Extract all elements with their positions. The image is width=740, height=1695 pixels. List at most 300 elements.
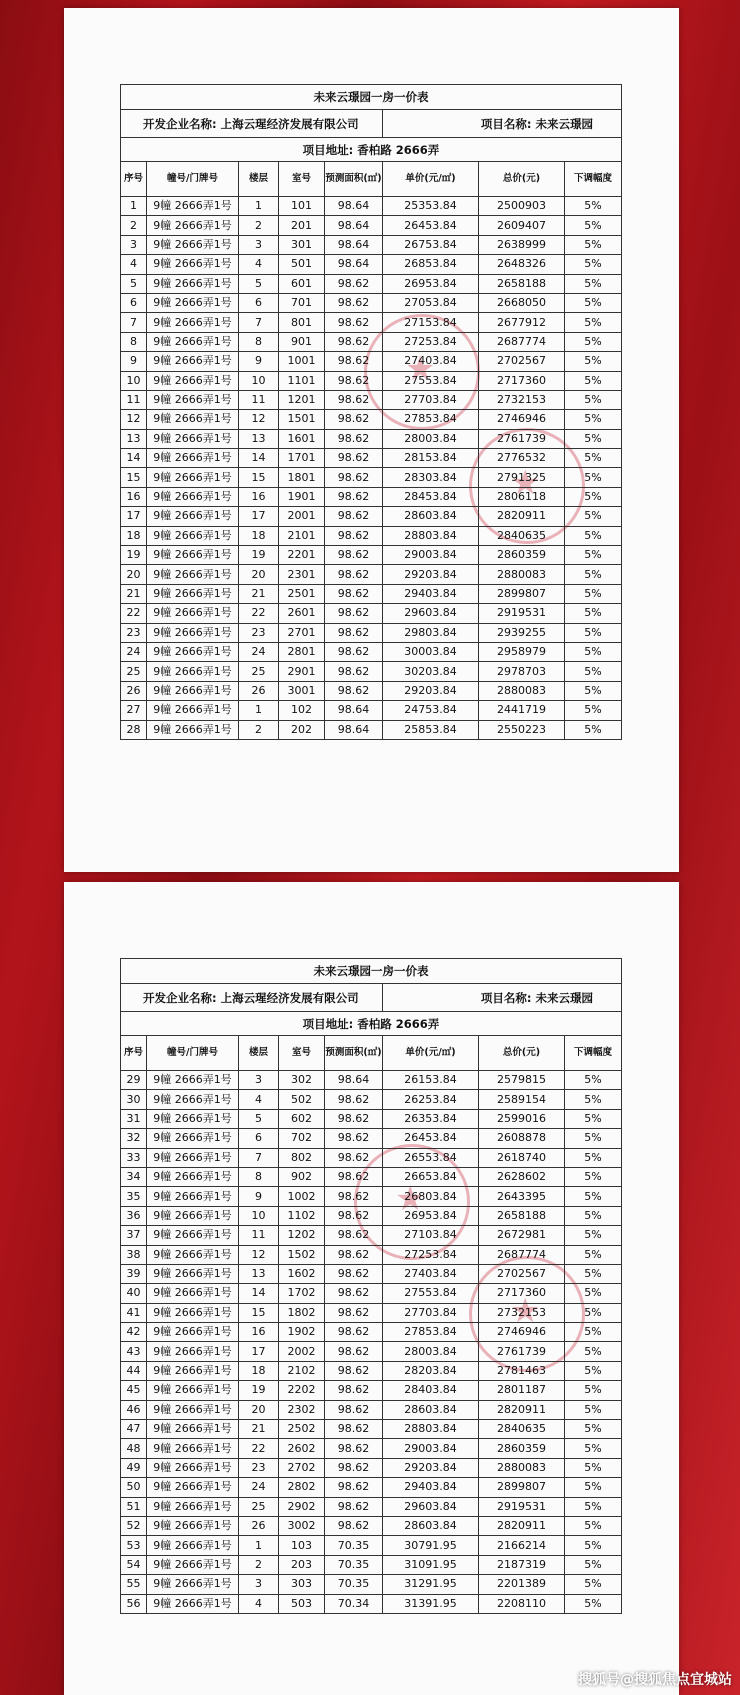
table-cell: 98.62 (325, 1516, 383, 1535)
project-value: 未来云璟园 (535, 990, 593, 1005)
table-cell: 19 (239, 546, 279, 565)
table-cell: 5% (565, 546, 622, 565)
table-cell: 5% (565, 507, 622, 526)
table-cell: 21 (121, 584, 147, 603)
table-cell: 9幢 2666弄1号 (147, 1342, 239, 1361)
table-cell: 47 (121, 1420, 147, 1439)
table-row (121, 1109, 622, 1128)
table-cell: 54 (121, 1555, 147, 1574)
table-cell: 98.62 (325, 313, 383, 332)
table-row (121, 662, 622, 681)
table-cell: 29203.84 (383, 1458, 479, 1477)
table-cell: 26 (239, 1516, 279, 1535)
table-row (121, 197, 622, 216)
table-cell: 1001 (279, 352, 325, 371)
table-cell: 2820911 (479, 1400, 565, 1419)
table-cell: 27703.84 (383, 1303, 479, 1322)
table-cell: 26253.84 (383, 1090, 479, 1109)
table-cell: 2658188 (479, 274, 565, 293)
table-cell: 40 (121, 1284, 147, 1303)
table-cell: 6 (239, 293, 279, 312)
table-cell: 44 (121, 1361, 147, 1380)
table-cell: 26 (239, 681, 279, 700)
table-cell: 70.34 (325, 1594, 383, 1613)
table-cell: 2208110 (479, 1594, 565, 1613)
table-row (121, 623, 622, 642)
table-row (121, 507, 622, 526)
table-cell: 5% (565, 1478, 622, 1497)
table-cell: 25 (239, 662, 279, 681)
table-cell: 2 (239, 216, 279, 235)
table-cell: 5% (565, 1497, 622, 1516)
table-cell: 98.62 (325, 352, 383, 371)
table-cell: 502 (279, 1090, 325, 1109)
table-cell: 98.62 (325, 1381, 383, 1400)
table-row (121, 1342, 622, 1361)
table-row (121, 313, 622, 332)
table-cell: 98.62 (325, 584, 383, 603)
table-cell: 2601 (279, 604, 325, 623)
table-cell: 53 (121, 1536, 147, 1555)
table-cell: 4 (239, 255, 279, 274)
table-cell: 9幢 2666弄1号 (147, 1478, 239, 1497)
table-cell: 9幢 2666弄1号 (147, 313, 239, 332)
table-cell: 98.62 (325, 274, 383, 293)
table-cell: 302 (279, 1071, 325, 1090)
table-cell: 42 (121, 1323, 147, 1342)
table-cell: 26153.84 (383, 1071, 479, 1090)
table-cell: 2302 (279, 1400, 325, 1419)
table-cell: 2550223 (479, 720, 565, 739)
table-cell: 2648326 (479, 255, 565, 274)
table-cell: 2166214 (479, 1536, 565, 1555)
table-cell: 98.62 (325, 449, 383, 468)
table-cell: 1901 (279, 487, 325, 506)
table-cell: 2776532 (479, 449, 565, 468)
table-cell: 2628602 (479, 1167, 565, 1186)
table-cell: 98.62 (325, 1303, 383, 1322)
table-cell: 98.62 (325, 1129, 383, 1148)
table-cell: 4 (239, 1594, 279, 1613)
price-sheet-2 (120, 958, 621, 1614)
table-cell: 9幢 2666弄1号 (147, 390, 239, 409)
table-cell: 98.64 (325, 255, 383, 274)
table-cell: 39 (121, 1264, 147, 1283)
table-cell: 5% (565, 332, 622, 351)
table-row (121, 1206, 622, 1225)
column-header: 单价(元/㎡) (383, 162, 479, 197)
table-cell: 98.62 (325, 1264, 383, 1283)
table-cell: 9幢 2666弄1号 (147, 1420, 239, 1439)
table-cell: 5% (565, 487, 622, 506)
table-cell: 98.62 (325, 1439, 383, 1458)
table-cell: 2732153 (479, 390, 565, 409)
price-table (120, 958, 622, 1614)
table-cell: 26653.84 (383, 1167, 479, 1186)
table-cell: 1702 (279, 1284, 325, 1303)
table-cell: 98.62 (325, 1167, 383, 1186)
table-header-row (121, 1036, 622, 1071)
table-cell: 2939255 (479, 623, 565, 642)
table-cell: 11 (121, 390, 147, 409)
table-cell: 98.64 (325, 235, 383, 254)
table-cell: 2702567 (479, 352, 565, 371)
table-cell: 98.62 (325, 1342, 383, 1361)
project-info (383, 110, 622, 138)
table-cell: 30791.95 (383, 1536, 479, 1555)
table-cell: 9幢 2666弄1号 (147, 662, 239, 681)
table-cell: 2202 (279, 1381, 325, 1400)
table-cell: 26803.84 (383, 1187, 479, 1206)
table-cell: 24 (239, 1478, 279, 1497)
table-cell: 203 (279, 1555, 325, 1574)
table-cell: 602 (279, 1109, 325, 1128)
table-cell: 22 (239, 604, 279, 623)
table-cell: 9幢 2666弄1号 (147, 584, 239, 603)
table-cell: 31391.95 (383, 1594, 479, 1613)
table-cell: 9幢 2666弄1号 (147, 429, 239, 448)
table-cell: 5% (565, 1555, 622, 1574)
table-cell: 17 (239, 1342, 279, 1361)
table-cell: 43 (121, 1342, 147, 1361)
table-row (121, 1245, 622, 1264)
table-cell: 5% (565, 1109, 622, 1128)
table-cell: 70.35 (325, 1536, 383, 1555)
table-cell: 27253.84 (383, 1245, 479, 1264)
project-address (121, 138, 622, 162)
project-value: 未来云璟园 (535, 116, 593, 131)
table-row (121, 681, 622, 700)
table-cell: 9幢 2666弄1号 (147, 1439, 239, 1458)
table-cell: 2791325 (479, 468, 565, 487)
table-cell: 98.62 (325, 1148, 383, 1167)
table-cell: 28603.84 (383, 507, 479, 526)
table-cell: 70.35 (325, 1575, 383, 1594)
table-cell: 98.62 (325, 293, 383, 312)
table-cell: 301 (279, 235, 325, 254)
table-cell: 11 (239, 390, 279, 409)
table-cell: 98.62 (325, 1400, 383, 1419)
table-row (121, 1187, 622, 1206)
table-cell: 3001 (279, 681, 325, 700)
table-cell: 2187319 (479, 1555, 565, 1574)
table-row (121, 1536, 622, 1555)
column-header: 序号 (121, 1036, 147, 1071)
table-cell: 5% (565, 1323, 622, 1342)
table-row (121, 526, 622, 545)
table-cell: 28 (121, 720, 147, 739)
table-cell: 98.62 (325, 662, 383, 681)
table-cell: 28003.84 (383, 429, 479, 448)
table-cell: 5 (239, 1109, 279, 1128)
table-cell: 2501 (279, 584, 325, 603)
table-cell: 5% (565, 216, 622, 235)
table-cell: 98.62 (325, 507, 383, 526)
table-cell: 9幢 2666弄1号 (147, 1323, 239, 1342)
table-cell: 98.62 (325, 623, 383, 642)
table-row (121, 584, 622, 603)
table-cell: 9幢 2666弄1号 (147, 1187, 239, 1206)
table-cell: 5% (565, 410, 622, 429)
table-cell: 303 (279, 1575, 325, 1594)
table-cell: 5% (565, 720, 622, 739)
column-header: 楼层 (239, 162, 279, 197)
table-cell: 5% (565, 642, 622, 661)
table-cell: 2958979 (479, 642, 565, 661)
table-cell: 2880083 (479, 565, 565, 584)
table-cell: 2746946 (479, 410, 565, 429)
table-cell: 5% (565, 565, 622, 584)
table-cell: 1602 (279, 1264, 325, 1283)
table-row (121, 410, 622, 429)
table-cell: 48 (121, 1439, 147, 1458)
column-header: 楼层 (239, 1036, 279, 1071)
table-row (121, 1420, 622, 1439)
table-cell: 9幢 2666弄1号 (147, 604, 239, 623)
table-cell: 5% (565, 526, 622, 545)
table-cell: 701 (279, 293, 325, 312)
table-cell: 3002 (279, 1516, 325, 1535)
table-cell: 5% (565, 1245, 622, 1264)
table-cell: 20 (239, 565, 279, 584)
table-cell: 27053.84 (383, 293, 479, 312)
table-cell: 2880083 (479, 681, 565, 700)
table-cell: 5% (565, 1439, 622, 1458)
document-page-2 (64, 882, 679, 1695)
table-cell: 1801 (279, 468, 325, 487)
table-cell: 1 (121, 197, 147, 216)
table-row (121, 1284, 622, 1303)
table-cell: 98.62 (325, 604, 383, 623)
table-row (121, 429, 622, 448)
table-cell: 2500903 (479, 197, 565, 216)
developer-info (121, 110, 383, 138)
table-cell: 1601 (279, 429, 325, 448)
table-cell: 2002 (279, 1342, 325, 1361)
table-cell: 9幢 2666弄1号 (147, 526, 239, 545)
table-cell: 15 (239, 468, 279, 487)
table-cell: 28403.84 (383, 1381, 479, 1400)
table-cell: 98.62 (325, 410, 383, 429)
column-header: 下调幅度 (565, 1036, 622, 1071)
table-cell: 23 (239, 1458, 279, 1477)
table-cell: 802 (279, 1148, 325, 1167)
table-cell: 31291.95 (383, 1575, 479, 1594)
project-label: 项目名称: (480, 116, 532, 131)
table-cell: 98.62 (325, 1361, 383, 1380)
table-cell: 28803.84 (383, 1420, 479, 1439)
table-cell: 5% (565, 313, 622, 332)
table-cell: 5% (565, 1420, 622, 1439)
table-cell: 5% (565, 255, 622, 274)
table-cell: 11 (239, 1226, 279, 1245)
table-cell: 98.62 (325, 565, 383, 584)
table-cell: 98.62 (325, 1187, 383, 1206)
table-cell: 26553.84 (383, 1148, 479, 1167)
table-header-row (121, 162, 622, 197)
table-cell: 5% (565, 1361, 622, 1380)
table-cell: 2717360 (479, 1284, 565, 1303)
table-cell: 28153.84 (383, 449, 479, 468)
table-cell: 26953.84 (383, 274, 479, 293)
table-cell: 1002 (279, 1187, 325, 1206)
table-cell: 9幢 2666弄1号 (147, 410, 239, 429)
table-cell: 28603.84 (383, 1516, 479, 1535)
table-cell: 28453.84 (383, 487, 479, 506)
table-cell: 9幢 2666弄1号 (147, 507, 239, 526)
table-cell: 56 (121, 1594, 147, 1613)
table-row (121, 1381, 622, 1400)
table-cell: 5% (565, 1226, 622, 1245)
table-cell: 8 (239, 332, 279, 351)
table-cell: 1202 (279, 1226, 325, 1245)
table-cell: 98.62 (325, 1478, 383, 1497)
table-cell: 29403.84 (383, 584, 479, 603)
table-cell: 5% (565, 1342, 622, 1361)
table-cell: 2781463 (479, 1361, 565, 1380)
table-cell: 2441719 (479, 701, 565, 720)
table-cell: 1102 (279, 1206, 325, 1225)
table-cell: 9幢 2666弄1号 (147, 235, 239, 254)
table-cell: 98.64 (325, 720, 383, 739)
table-cell: 98.62 (325, 429, 383, 448)
table-cell: 202 (279, 720, 325, 739)
table-cell: 2899807 (479, 584, 565, 603)
table-cell: 45 (121, 1381, 147, 1400)
table-cell: 8 (239, 1167, 279, 1186)
table-cell: 9幢 2666弄1号 (147, 1497, 239, 1516)
table-row (121, 1323, 622, 1342)
table-cell: 601 (279, 274, 325, 293)
table-cell: 7 (239, 1148, 279, 1167)
table-cell: 2802 (279, 1478, 325, 1497)
table-cell: 98.62 (325, 332, 383, 351)
table-cell: 2 (239, 720, 279, 739)
table-cell: 5% (565, 1206, 622, 1225)
table-cell: 2717360 (479, 371, 565, 390)
table-cell: 2801 (279, 642, 325, 661)
table-row (121, 235, 622, 254)
table-cell: 15 (239, 1303, 279, 1322)
table-cell: 2658188 (479, 1206, 565, 1225)
column-header: 幢号/门牌号 (147, 162, 239, 197)
table-row (121, 1458, 622, 1477)
table-cell: 1802 (279, 1303, 325, 1322)
table-cell: 26753.84 (383, 235, 479, 254)
table-cell: 50 (121, 1478, 147, 1497)
table-cell: 2840635 (479, 526, 565, 545)
table-cell: 5% (565, 1400, 622, 1419)
address-label: 项目地址: (302, 1016, 354, 1031)
table-cell: 27403.84 (383, 352, 479, 371)
table-cell: 16 (121, 487, 147, 506)
column-header: 单价(元/㎡) (383, 1036, 479, 1071)
table-cell: 26853.84 (383, 255, 479, 274)
table-cell: 18 (239, 526, 279, 545)
table-cell: 38 (121, 1245, 147, 1264)
table-cell: 98.62 (325, 1284, 383, 1303)
table-cell: 27553.84 (383, 371, 479, 390)
table-cell: 9幢 2666弄1号 (147, 1594, 239, 1613)
table-cell: 9幢 2666弄1号 (147, 255, 239, 274)
table-cell: 98.64 (325, 197, 383, 216)
table-cell: 9幢 2666弄1号 (147, 197, 239, 216)
table-cell: 28203.84 (383, 1361, 479, 1380)
table-cell: 18 (121, 526, 147, 545)
table-cell: 801 (279, 313, 325, 332)
table-row (121, 701, 622, 720)
table-cell: 28303.84 (383, 468, 479, 487)
column-header: 室号 (279, 1036, 325, 1071)
table-cell: 4 (121, 255, 147, 274)
table-cell: 9 (239, 352, 279, 371)
table-cell: 5% (565, 701, 622, 720)
table-cell: 1502 (279, 1245, 325, 1264)
table-cell: 98.62 (325, 681, 383, 700)
table-cell: 20 (239, 1400, 279, 1419)
table-row (121, 1303, 622, 1322)
table-cell: 5% (565, 1303, 622, 1322)
table-cell: 98.62 (325, 1226, 383, 1245)
table-cell: 29603.84 (383, 604, 479, 623)
table-cell: 1902 (279, 1323, 325, 1342)
table-cell: 101 (279, 197, 325, 216)
table-cell: 2502 (279, 1420, 325, 1439)
table-cell: 5% (565, 1536, 622, 1555)
table-cell: 10 (121, 371, 147, 390)
table-cell: 55 (121, 1575, 147, 1594)
table-cell: 2801187 (479, 1381, 565, 1400)
table-cell: 2201389 (479, 1575, 565, 1594)
table-cell: 22 (239, 1439, 279, 1458)
table-cell: 27553.84 (383, 1284, 479, 1303)
table-cell: 27253.84 (383, 332, 479, 351)
table-cell: 2860359 (479, 1439, 565, 1458)
table-cell: 5% (565, 468, 622, 487)
table-cell: 2 (121, 216, 147, 235)
table-cell: 1101 (279, 371, 325, 390)
table-cell: 2102 (279, 1361, 325, 1380)
table-row (121, 1071, 622, 1090)
table-cell: 2902 (279, 1497, 325, 1516)
table-row (121, 274, 622, 293)
table-cell: 5% (565, 1284, 622, 1303)
table-cell: 24 (239, 642, 279, 661)
table-cell: 98.62 (325, 390, 383, 409)
table-cell: 2901 (279, 662, 325, 681)
table-cell: 9幢 2666弄1号 (147, 1071, 239, 1090)
table-cell: 5% (565, 1594, 622, 1613)
table-cell: 9幢 2666弄1号 (147, 274, 239, 293)
table-cell: 2978703 (479, 662, 565, 681)
table-cell: 13 (121, 429, 147, 448)
table-cell: 2806118 (479, 487, 565, 506)
table-cell: 7 (121, 313, 147, 332)
table-cell: 9 (121, 352, 147, 371)
table-cell: 5% (565, 1148, 622, 1167)
table-cell: 29803.84 (383, 623, 479, 642)
table-cell: 16 (239, 1323, 279, 1342)
table-cell: 10 (239, 1206, 279, 1225)
table-cell: 1701 (279, 449, 325, 468)
table-cell: 5% (565, 274, 622, 293)
column-header: 预测面积(㎡) (325, 1036, 383, 1071)
project-address (121, 1012, 622, 1036)
table-cell: 27853.84 (383, 1323, 479, 1342)
table-cell: 30203.84 (383, 662, 479, 681)
table-cell: 9幢 2666弄1号 (147, 1264, 239, 1283)
table-cell: 27403.84 (383, 1264, 479, 1283)
